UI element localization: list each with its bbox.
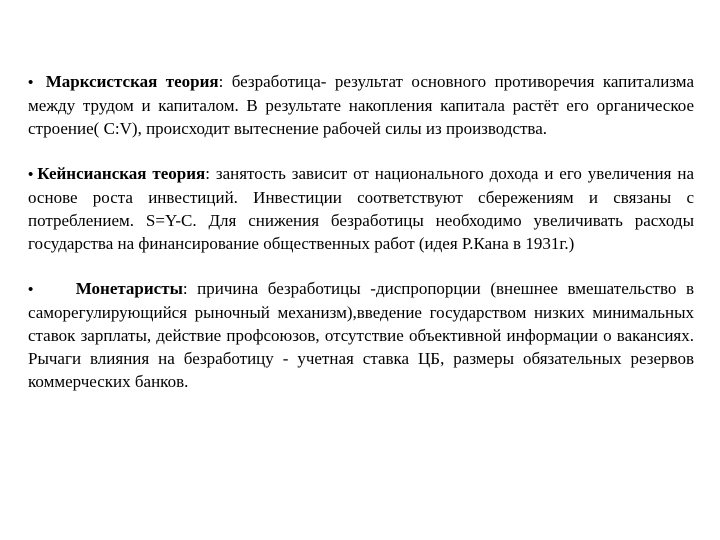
bullet-marker: • — [28, 281, 34, 298]
paragraph-marxist-theory — [28, 70, 694, 140]
text-monetarists: : причина безработицы -диспропорции (внешнее вмешательство в саморегулирующийся рыночный механизм),введение государством низких минимальных ставок зарплаты, действие профсоюзов, отсутствие объективной информации о вакансиях. Рычаги влияния на безработицу - учетная ставка ЦБ, размеры обязательных резервов коммерческих банков. — [28, 279, 695, 391]
bullet-marker: • — [28, 166, 34, 183]
paragraph-monetarists — [28, 277, 694, 393]
slide-text-body — [28, 70, 694, 393]
paragraph-keynesian-theory — [28, 162, 694, 255]
term-marxist-theory: Марксистская теория — [45, 72, 219, 91]
term-keynesian-theory: Кейнсианская теория — [37, 164, 206, 183]
term-monetarists: Монетаристы — [75, 279, 183, 298]
text-keynesian-theory: : занятость зависит от национального дохода и его увеличения на основе роста инвестиций. Инвестиции соответствуют сбережениям и связаны с потреблением. S=Y-C. Для снижения безработицы необходимо увеличивать расходы государства на финансирование общественных работ (идея Р.Кана в 1931г.) — [28, 164, 694, 253]
text-marxist-theory: : безработица- результат основного противоречия капитализма между трудом и капиталом. В результате накопления капитала растёт его органическое строение( С:V), происходит вытеснение рабочей силы из производства. — [28, 72, 694, 138]
bullet-marker: • — [28, 74, 34, 91]
